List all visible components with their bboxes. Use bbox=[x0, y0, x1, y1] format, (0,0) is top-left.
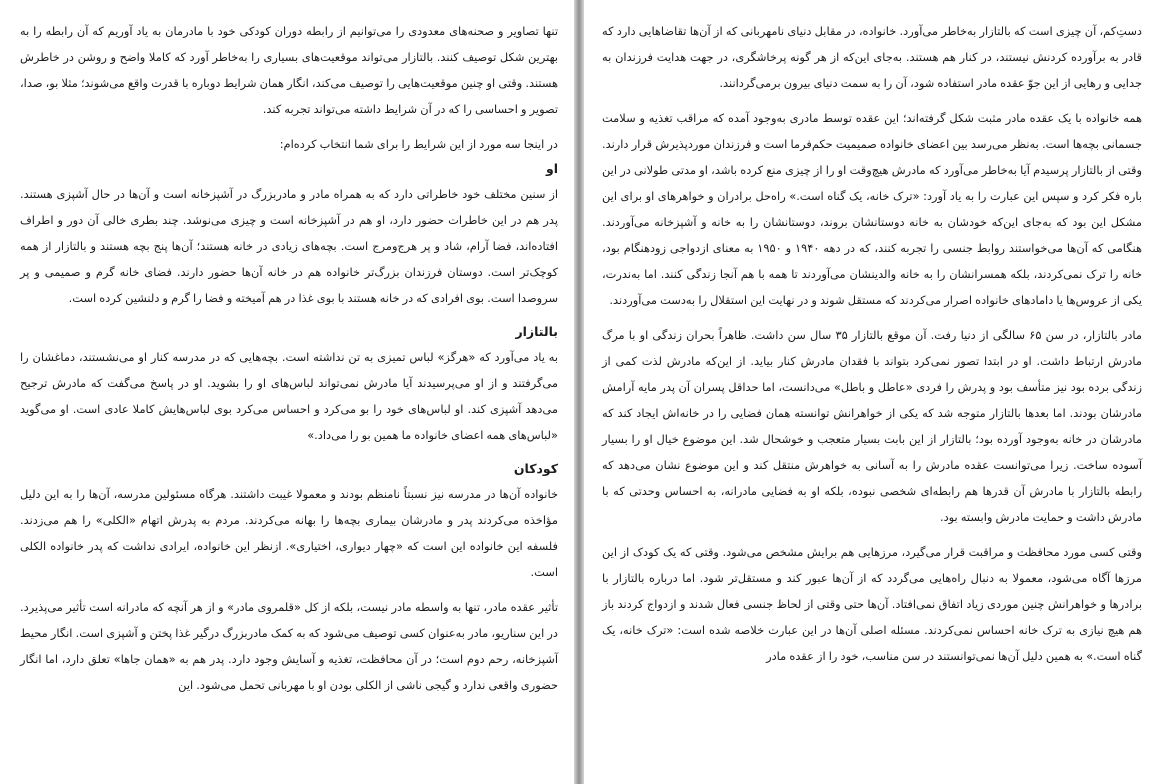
right-page-text bbox=[602, 18, 1142, 669]
section-body-u: از سنین مختلف خود خاطراتی دارد که به همراه مادر و مادربزرگ در آشپزخانه است و آن‌ها در حال آشپزی هستند. پدر هم در این خاطرات حضور دارد، او هم در آشپزخانه است و چیزی می‌نوشد. چند بطری خالی آن دور و اطراف افتاده‌اند، فضا آرام، شاد و پر هرج‌ومرج است. بچه‌های زیادی در خانه هستند؛ آن‌ها پنج بچه هستند و بالتازار از همه کوچک‌تر است. دوستان فرزندان بزرگ‌تر خانواده هم در خانه آن‌ها حضور دارند. فضای خانه گرم و صمیمی و پر سروصدا است. بوی افرادی که در خانه هستند با بوی غذا در هم آمیخته و فضا را گرم و دلنشین کرده است. bbox=[20, 187, 558, 305]
section-heading-u: او bbox=[545, 161, 558, 176]
paragraph: دستِ‌کم، آن چیزی است که بالتازار به‌خاطر می‌آورد. خانواده، در مقابل دنیای نامهربانی که از آن‌ها تقاضاهایی دارد که قادر به برآورده کردنش نیستند، در کنار هم هستند. به‌جای این‌که از هر گونه پرخاشگری، در جهت هدایت فرزندان به جدایی و رهایی از این جوّ عقده مادر استفاده شود، آن را به سمت دنیای بیرون برمی‌گردانند. bbox=[602, 24, 1142, 90]
selection-line: در اینجا سه مورد از این شرایط را برای شما انتخاب کرده‌ام: bbox=[279, 137, 558, 151]
paragraph: همه خانواده با یک عقده مادر مثبت شکل گرفته‌اند؛ این عقده توسط مادری به‌وجود آمده که مراقب تغذیه و سلامت جسمانی بچه‌ها است. به‌نظر می‌رسد بین اعضای خانواده صمیمیت حکم‌فرما است و فرزندان موردپذیرش قرار دارند. وقتی از بالتازار پرسیدم آیا به‌خاطر می‌آورد که مادرش هیچ‌وقت او را از چیزی منع کرده باشد، او مدتی طولانی در این باره فکر کرد و سپس این عبارت را به یاد آورد: «ترک خانه، یک گناه است.» راه‌حل برادران و خواهرهای او برای این مشکل این بود که به‌جای این‌که خودشان به خانه دوستانشان بروند، دوستانشان را به خانه و آشپزخانه می‌آوردند. هنگامی که آن‌ها می‌خواستند روابط جنسی را تجربه کنند، که در دهه ۱۹۴۰ و ۱۹۵۰ به معنای ازدواجی زودهنگام بود، خانه را ترک نمی‌کردند، بلکه همسرانشان را به خانه والدینشان می‌آوردند تا همه با هم آنجا زندگی کنند. اما به‌ندرت، یکی از عروس‌ها یا دامادهای خانواده اصرار می‌کردند که مستقل شوند و در نهایت این استقلال را به‌دست می‌آوردند. bbox=[602, 111, 1142, 307]
section-heading-balthazar: بالتازار bbox=[515, 324, 558, 339]
paragraph: مادر بالتازار، در سن ۶۵ سالگی از دنیا رفت. آن موقع بالتازار ۳۵ سال سن داشت. ظاهراً بحران زندگی او با مرگ مادرش ارتباط داشت. او در ابتدا تصور نمی‌کرد بتواند با فقدان مادرش کنار بیاید. از این‌که مادرش لذت کمی از زندگی برده بود نیز متأسف بود و پدرش را فردی «عاطل و باطل» می‌دانست، اما حداقل پسران آن پدر مایه آرامش مادرشان بودند. اما بعدها بالتازار متوجه شد که یکی از خواهرانش توانسته همان فضایی را در خانه‌اش ایجاد کند که مادرشان در خانه به‌وجود آورده بود؛ بالتازار از این بابت بسیار متعجب و خوشحال شد. این موضوع خیال او را بسیار آسوده ساخت. زیرا می‌توانست عقده مادرش را به آسانی به خواهرش منتقل کند و این موضوع نشان می‌دهد که رابطه بالتازار با مادرش آن قدرها هم رابطه‌ای شخصی نبوده، بلکه او به فضایی مادرانه، به احساس وحدتی که با مادرش داشت و حمایت مادرش وابسته بود. bbox=[602, 328, 1142, 524]
closing-paragraph: تأثیر عقده مادر، تنها به واسطه مادر نیست، بلکه از کل «قلمروی مادر» و از هر آنچه که مادرانه است تأثیر می‌پذیرد. در این سناریو، مادر به‌عنوان کسی توصیف می‌شود که به کمک مادربزرگ درگیر غذا پختن و آشپزی است. انگار محیط آشپزخانه، رحم دوم است؛ در آن محافظت، تغذیه و آسایش وجود دارد. پدر هم به «همان جاها» تعلق دارد، اما انگار حضوری واقعی ندارد و گیجی ناشی از الکلی بودن او با مهربانی تحمل می‌شود. این bbox=[20, 600, 558, 692]
section-body-balthazar: به یاد می‌آورد که «هرگز» لباس تمیزی به تن نداشته است. بچه‌هایی که در مدرسه کنار او می‌نشستند، دماغشان را می‌گرفتند و از او می‌پرسیدند آیا مادرش نمی‌تواند لباس‌های او را بشوید. او در پاسخ می‌گفت که مادرش ترجیح می‌دهد آشپزی کند. او لباس‌های خود را بو می‌کرد و احساس می‌کرد بوی لباس‌هایش کاملا عادی است. او می‌گوید «لباس‌های همه اعضای خانواده ما همین بو را می‌داد.» bbox=[20, 350, 558, 442]
paragraph: وقتی کسی مورد محافظت و مراقبت قرار می‌گیرد، مرزهایی هم برایش مشخص می‌شود. وقتی که یک کودک از این مرزها آگاه می‌شود، معمولا به دنبال راه‌هایی می‌گردد که از آن‌ها عبور کند و مستقل‌تر شود. اما درباره بالتازار با برادرها و خواهرانش چنین موردی زیاد اتفاق نمی‌افتاد. آن‌ها حتی وقتی از لحاظ جنسی فعال شدند و ازدواج کردند باز هم هیچ نیازی به ترک خانه احساس نمی‌کردند. مسئله اصلی آن‌ها در این عبارت خلاصه شده است: «ترک خانه، یک گناه است.» به همین دلیل آن‌ها نمی‌توانستند در سن مناسب، خود را از عقده مادر bbox=[602, 545, 1142, 663]
left-page bbox=[0, 0, 574, 784]
left-page-text bbox=[20, 18, 558, 698]
intro-paragraph: تنها تصاویر و صحنه‌های معدودی را می‌توانیم از رابطه دوران کودکی خود با مادرمان به یاد آوریم که آن رابطه را به بهترین شکل توصیف کنند. بالتازار می‌تواند موقعیت‌های بسیاری را به‌خاطر آورد که کاملا واضح و روشن در خاطرش هستند. وقتی او چنین موقعیت‌هایی را توصیف می‌کند، انگار همان شرایط دوباره با قدرت واقع می‌شوند؛ مثلا بو، صدا، تصویر و احساسی را که در آن شرایط داشته می‌تواند تجربه کند. bbox=[20, 24, 558, 116]
right-page bbox=[584, 0, 1158, 784]
section-body-children: خانواده آن‌ها در مدرسه نیز نسبتاً نامنظم بودند و معمولا غیبت داشتند. هرگاه مسئولین مدرسه، آن‌ها را به این دلیل مؤاخذه می‌کردند پدر و مادرشان بیماری بچه‌ها را بهانه می‌کردند. مردم به پدرش اتهام «الکلی» را هم می‌زدند. فلسفه این خانواده این است که «چهار دیواری، اختیاری». ازنظر این خانواده، ایرادی نداشت که پدر خانواده الکلی است. bbox=[20, 487, 558, 579]
page-gutter bbox=[574, 0, 584, 784]
section-heading-children: کودکان bbox=[513, 461, 558, 476]
